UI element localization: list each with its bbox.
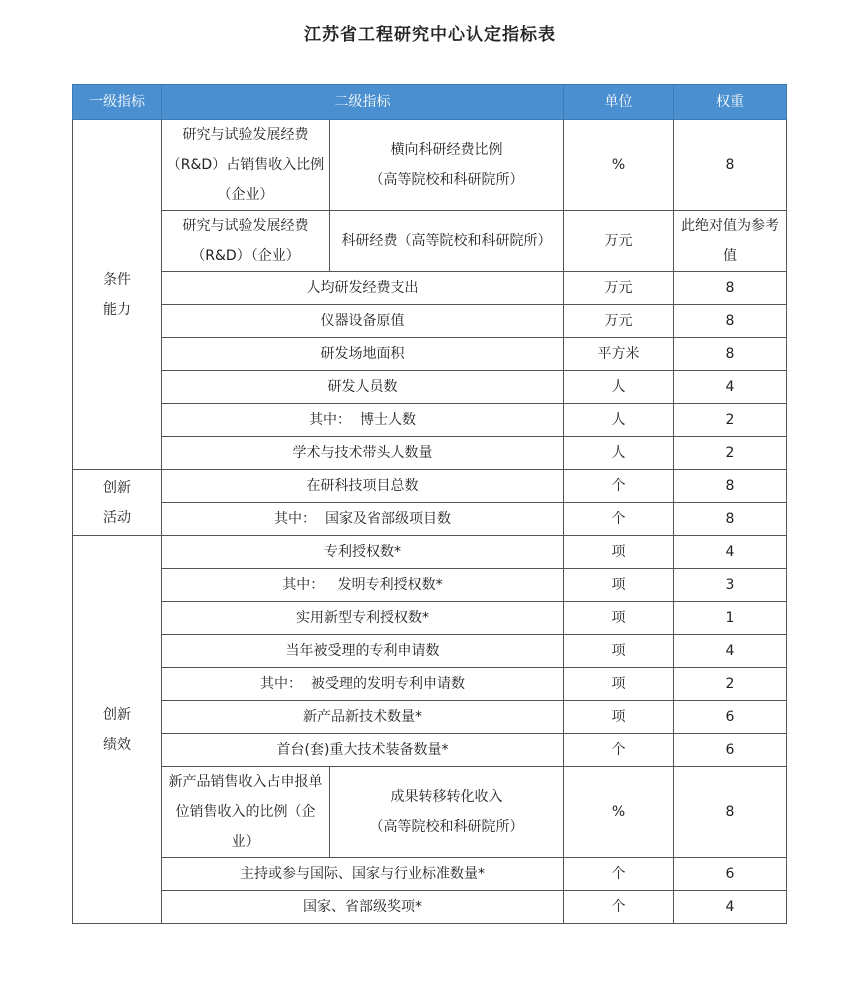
unit-cell: 个 (564, 503, 674, 536)
indicator-enterprise: 新产品销售收入占申报单位销售收入的比例（企业） (162, 767, 330, 858)
indicator-label: 横向科研经费比例 (390, 142, 503, 158)
table-row (73, 668, 787, 701)
table-row (73, 734, 787, 767)
page-title: 江苏省工程研究中心认定指标表 (304, 25, 556, 45)
indicator-label: 研发人员数 (162, 371, 564, 404)
weight-cell: 4 (674, 536, 787, 569)
indicator-label: （高等院校和科研院所） (369, 819, 524, 835)
category-label: 活动 (103, 509, 131, 526)
unit-cell: 项 (564, 668, 674, 701)
category-label: 绩效 (103, 736, 131, 753)
table-row (73, 371, 787, 404)
table-row (73, 120, 787, 211)
table-row (73, 470, 787, 503)
weight-cell: 2 (674, 668, 787, 701)
indicator-label: 国家、省部级奖项* (162, 891, 564, 924)
header-weight: 权重 (674, 85, 787, 120)
indicator-label: 主持或参与国际、国家与行业标准数量* (162, 858, 564, 891)
table-row (73, 437, 787, 470)
weight-cell: 8 (674, 767, 787, 858)
indicator-label: 新产品新技术数量* (162, 701, 564, 734)
unit-cell: 项 (564, 701, 674, 734)
indicator-label: 实用新型专利授权数* (162, 602, 564, 635)
weight-cell: 8 (674, 470, 787, 503)
indicator-label: （高等院校和科研院所） (369, 172, 524, 188)
weight-cell: 6 (674, 701, 787, 734)
unit-cell: 万元 (564, 272, 674, 305)
weight-cell: 6 (674, 858, 787, 891)
indicator-label: 仪器设备原值 (162, 305, 564, 338)
unit-cell: 万元 (564, 211, 674, 272)
weight-cell: 4 (674, 635, 787, 668)
weight-cell: 8 (674, 305, 787, 338)
unit-cell: 个 (564, 734, 674, 767)
indicator-enterprise: 研究与试验发展经费（R&D）占销售收入比例（企业） (162, 120, 330, 211)
unit-cell: 项 (564, 602, 674, 635)
unit-cell: 项 (564, 635, 674, 668)
indicator-label: 学术与技术带头人数量 (162, 437, 564, 470)
table-row (73, 635, 787, 668)
indicator-label: 首台(套)重大技术装备数量* (162, 734, 564, 767)
category-innovation-performance (73, 536, 162, 924)
indicator-university (330, 120, 564, 211)
weight-cell: 6 (674, 734, 787, 767)
weight-cell: 8 (674, 272, 787, 305)
indicator-university (330, 767, 564, 858)
table-row (73, 272, 787, 305)
indicator-table (72, 84, 787, 924)
weight-cell: 8 (674, 338, 787, 371)
weight-cell: 2 (674, 404, 787, 437)
unit-cell: 人 (564, 404, 674, 437)
category-label: 能力 (103, 301, 131, 318)
indicator-label: 人均研发经费支出 (162, 272, 564, 305)
category-innovation-activity (73, 470, 162, 536)
unit-cell: 个 (564, 858, 674, 891)
category-label: 创新 (103, 479, 131, 496)
indicator-label: 其中： 被受理的发明专利申请数 (162, 668, 564, 701)
table-row (73, 211, 787, 272)
header-row (73, 85, 787, 120)
table-row (73, 602, 787, 635)
weight-cell: 8 (674, 503, 787, 536)
indicator-label: 研发场地面积 (162, 338, 564, 371)
weight-cell: 此绝对值为参考值 (674, 211, 787, 272)
header-level1: 一级指标 (73, 85, 162, 120)
unit-cell: % (564, 767, 674, 858)
category-condition (73, 120, 162, 470)
table-row (73, 569, 787, 602)
table-row (73, 305, 787, 338)
unit-cell: 项 (564, 536, 674, 569)
category-label: 条件 (103, 271, 131, 288)
table-row (73, 338, 787, 371)
weight-cell: 2 (674, 437, 787, 470)
indicator-label: 在研科技项目总数 (162, 470, 564, 503)
table-row (73, 404, 787, 437)
unit-cell: 万元 (564, 305, 674, 338)
category-label: 创新 (103, 706, 131, 723)
indicator-label: 其中： 博士人数 (162, 404, 564, 437)
indicator-label: 其中： 国家及省部级项目数 (162, 503, 564, 536)
weight-cell: 4 (674, 891, 787, 924)
weight-cell: 1 (674, 602, 787, 635)
unit-cell: 平方米 (564, 338, 674, 371)
unit-cell: 项 (564, 569, 674, 602)
indicator-label: 成果转移转化收入 (390, 789, 503, 805)
table-row (73, 536, 787, 569)
unit-cell: 人 (564, 371, 674, 404)
header-level2: 二级指标 (162, 85, 564, 120)
table-row (73, 503, 787, 536)
indicator-label: 专利授权数* (162, 536, 564, 569)
table-row (73, 767, 787, 858)
unit-cell: 人 (564, 437, 674, 470)
unit-cell: 个 (564, 891, 674, 924)
unit-cell: 个 (564, 470, 674, 503)
header-unit: 单位 (564, 85, 674, 120)
indicator-label: 当年被受理的专利申请数 (162, 635, 564, 668)
weight-cell: 8 (674, 120, 787, 211)
table-row (73, 891, 787, 924)
table-row (73, 701, 787, 734)
indicator-label: 其中： 发明专利授权数* (162, 569, 564, 602)
indicator-university: 科研经费（高等院校和科研院所） (330, 211, 564, 272)
weight-cell: 4 (674, 371, 787, 404)
indicator-enterprise: 研究与试验发展经费（R&D）（企业） (162, 211, 330, 272)
unit-cell: % (564, 120, 674, 211)
weight-cell: 3 (674, 569, 787, 602)
table-row (73, 858, 787, 891)
